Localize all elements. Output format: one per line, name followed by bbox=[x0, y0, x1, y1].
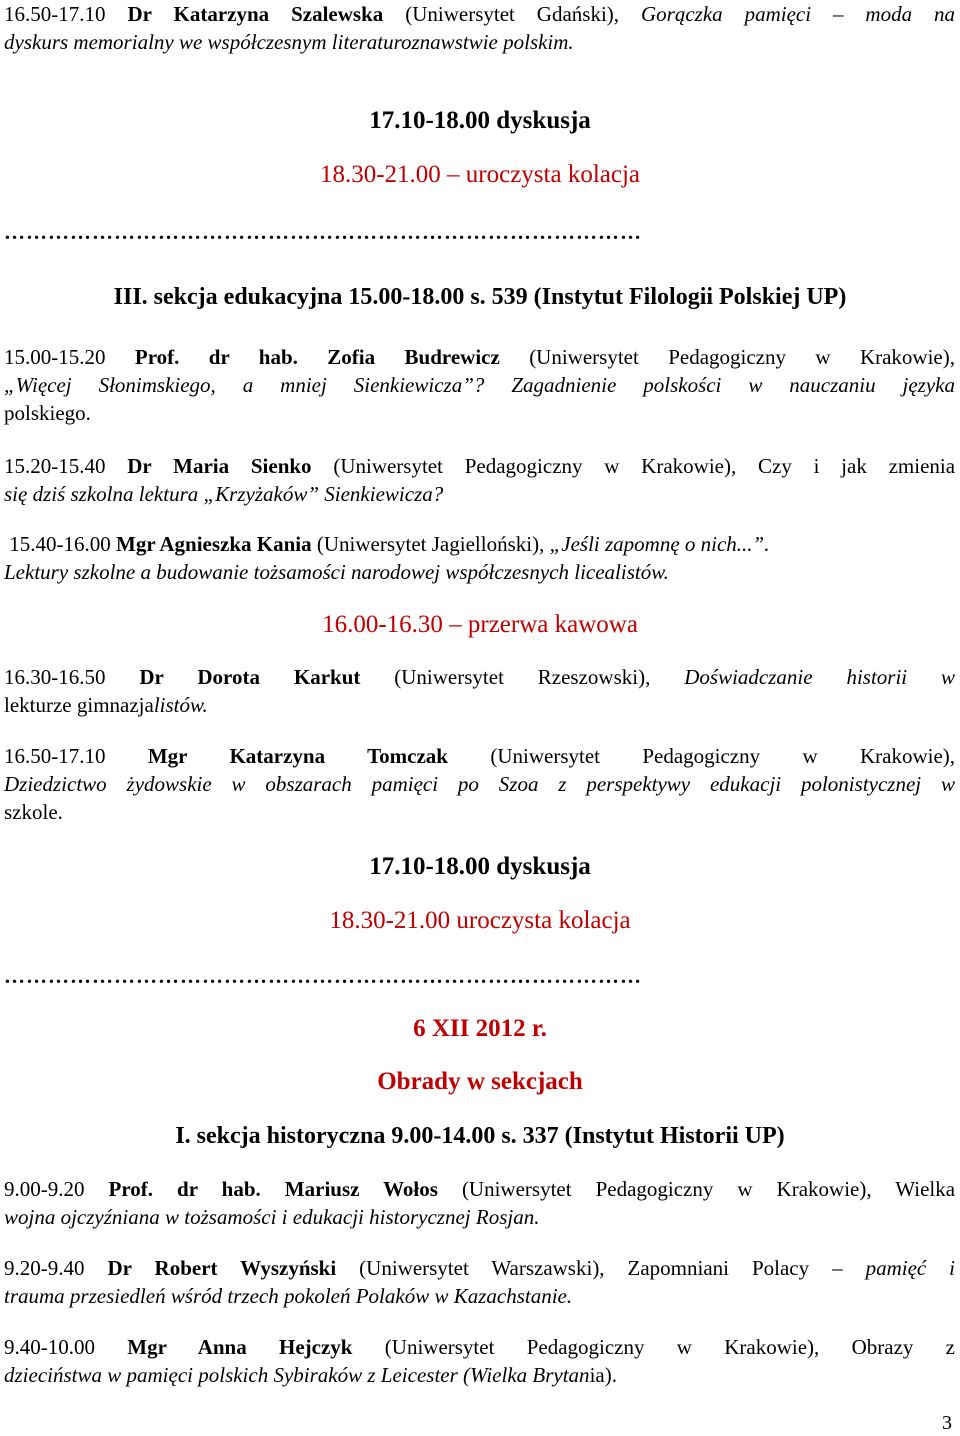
entry-speaker: Mgr Agnieszka Kania bbox=[116, 532, 312, 556]
program-entry-wyszynski bbox=[4, 1254, 955, 1310]
section-heading: III. sekcja edukacyjna 15.00-18.00 s. 539 (Instytut Filologii Polskiej UP) bbox=[113, 284, 847, 310]
entry-speaker: Dr Robert Wyszyński bbox=[107, 1256, 337, 1280]
entry-speaker: Mariusz Wołos bbox=[284, 1177, 438, 1201]
program-entry-tomczak bbox=[4, 742, 955, 826]
separator: …………………………………………………………………………… bbox=[4, 966, 642, 986]
entry-title: Zapomniani Polacy – bbox=[627, 1256, 843, 1280]
entry-time: 15.40-16.00 bbox=[9, 532, 111, 556]
entry-time: 16.30-16.50 bbox=[4, 665, 106, 689]
entry-line bbox=[4, 742, 955, 770]
entry-affiliation: (Uniwersytet Pedagogiczny w Krakowie), bbox=[333, 454, 737, 478]
entry-time: 9.00-9.20 bbox=[4, 1177, 85, 1201]
entry-time: 16.50-17.10 bbox=[4, 744, 106, 768]
dinner-heading: 18.30-21.00 – uroczysta kolacja bbox=[319, 161, 641, 188]
page-number: 3 bbox=[942, 1412, 952, 1434]
program-entry-szalewska bbox=[4, 0, 955, 56]
entry-affiliation: (Uniwersytet Pedagogiczny w Krakowie), bbox=[529, 345, 955, 369]
entry-time: 16.50-17.10 bbox=[4, 2, 106, 26]
entry-title-continued: Lektury szkolne a budowanie tożsamości narodowej współczesnych licealistów. bbox=[4, 560, 669, 584]
entry-title-part: listów. bbox=[153, 693, 208, 717]
separator: …………………………………………………………………………… bbox=[4, 222, 642, 242]
entry-title: Wielka bbox=[895, 1177, 956, 1201]
entry-time: 15.20-15.40 bbox=[4, 454, 106, 478]
entry-time: 9.40-10.00 bbox=[4, 1335, 95, 1359]
program-entry-karkut bbox=[4, 663, 955, 719]
entry-affiliation: (Uniwersytet Pedagogiczny w Krakowie), bbox=[461, 1177, 872, 1201]
entry-title-part: lekturze gimnazja bbox=[4, 693, 154, 717]
entry-title-continued: polskiego. bbox=[4, 401, 91, 425]
entry-title-continued: szkole. bbox=[4, 800, 63, 824]
entry-line bbox=[4, 452, 955, 480]
entry-title: Dziedzictwo żydowskie w obszarach pamięci po Szoa z perspektywy edukacji polonistycznej w bbox=[4, 772, 955, 796]
entry-affiliation: (Uniwersytet Rzeszowski), bbox=[394, 665, 651, 689]
discussion-heading: 17.10-18.00 dyskusja bbox=[369, 853, 591, 880]
entry-speaker: Dr Maria Sienko bbox=[127, 454, 312, 478]
section-heading: I. sekcja historyczna 9.00-14.00 s. 337 (Instytut Historii UP) bbox=[175, 1123, 785, 1149]
entry-title-continued: trauma przesiedleń wśród trzech pokoleń Polaków w Kazachstanie. bbox=[4, 1284, 573, 1308]
sessions-heading: Obrady w sekcjach bbox=[377, 1068, 583, 1095]
entry-title-continued bbox=[4, 691, 955, 719]
entry-title: Gorączka pamięci – moda na bbox=[640, 2, 956, 26]
entry-line bbox=[4, 1254, 955, 1282]
entry-line bbox=[4, 663, 955, 691]
entry-title: „Więcej Słonimskiego, a mniej Sienkiewicza”? Zagadnienie polskości w nauczaniu języka bbox=[4, 373, 955, 397]
entry-title: Doświadczanie historii w bbox=[684, 665, 956, 689]
program-entry-kania bbox=[4, 530, 955, 586]
entry-affiliation: (Uniwersytet Gdański), bbox=[405, 2, 620, 26]
entry-affiliation: (Uniwersytet Jagielloński), bbox=[316, 532, 545, 556]
entry-line bbox=[4, 1333, 955, 1361]
entry-time: 9.20-9.40 bbox=[4, 1256, 85, 1280]
entry-affiliation: (Uniwersytet Pedagogiczny w Krakowie), bbox=[384, 1335, 820, 1359]
entry-line bbox=[4, 0, 955, 28]
entry-speaker: Mgr Anna Hejczyk bbox=[127, 1335, 353, 1359]
program-entry-sienko bbox=[4, 452, 955, 508]
entry-affiliation: (Uniwersytet Warszawski), bbox=[359, 1256, 605, 1280]
entry-line bbox=[4, 343, 955, 371]
entry-title-part: ia). bbox=[589, 1363, 617, 1387]
entry-title: „Jeśli zapomnę o nich...”. bbox=[549, 532, 770, 556]
dinner-heading: 18.30-21.00 uroczysta kolacja bbox=[329, 907, 631, 934]
entry-line bbox=[4, 530, 955, 558]
entry-title-continued bbox=[4, 1361, 955, 1389]
coffee-break-heading: 16.00-16.30 – przerwa kawowa bbox=[322, 611, 638, 638]
discussion-heading: 17.10-18.00 dyskusja bbox=[369, 107, 591, 134]
entry-title-part: pamięć i bbox=[865, 1256, 956, 1280]
program-entry-wolos bbox=[4, 1175, 955, 1231]
entry-speaker-title: Prof. dr hab. bbox=[108, 1177, 261, 1201]
entry-speaker: Mgr Katarzyna Tomczak bbox=[147, 744, 448, 768]
entry-title: Obrazy z bbox=[851, 1335, 956, 1359]
entry-title-continued: się dziś szkolna lektura „Krzyżaków” Sienkiewicza? bbox=[4, 482, 444, 506]
entry-title-part: dzieciństwa w pamięci polskich Sybiraków z Leicester (Wielka Brytan bbox=[4, 1363, 590, 1387]
entry-speaker: Prof. dr hab. Zofia Budrewicz bbox=[134, 345, 500, 369]
program-entry-budrewicz bbox=[4, 343, 955, 427]
entry-title: Czy i jak zmienia bbox=[758, 454, 956, 478]
entry-speaker: Dr Katarzyna Szalewska bbox=[127, 2, 384, 26]
entry-title-continued: wojna ojczyźniana w tożsamości i edukacji historycznej Rosjan. bbox=[4, 1205, 540, 1229]
program-entry-hejczyk bbox=[4, 1333, 955, 1389]
entry-affiliation: (Uniwersytet Pedagogiczny w Krakowie), bbox=[490, 744, 956, 768]
entry-title-continued: dyskurs memorialny we współczesnym literaturoznawstwie polskim. bbox=[4, 30, 574, 54]
entry-time: 15.00-15.20 bbox=[4, 345, 106, 369]
entry-speaker: Dr Dorota Karkut bbox=[139, 665, 361, 689]
entry-line bbox=[4, 1175, 955, 1203]
date-heading: 6 XII 2012 r. bbox=[413, 1015, 547, 1042]
